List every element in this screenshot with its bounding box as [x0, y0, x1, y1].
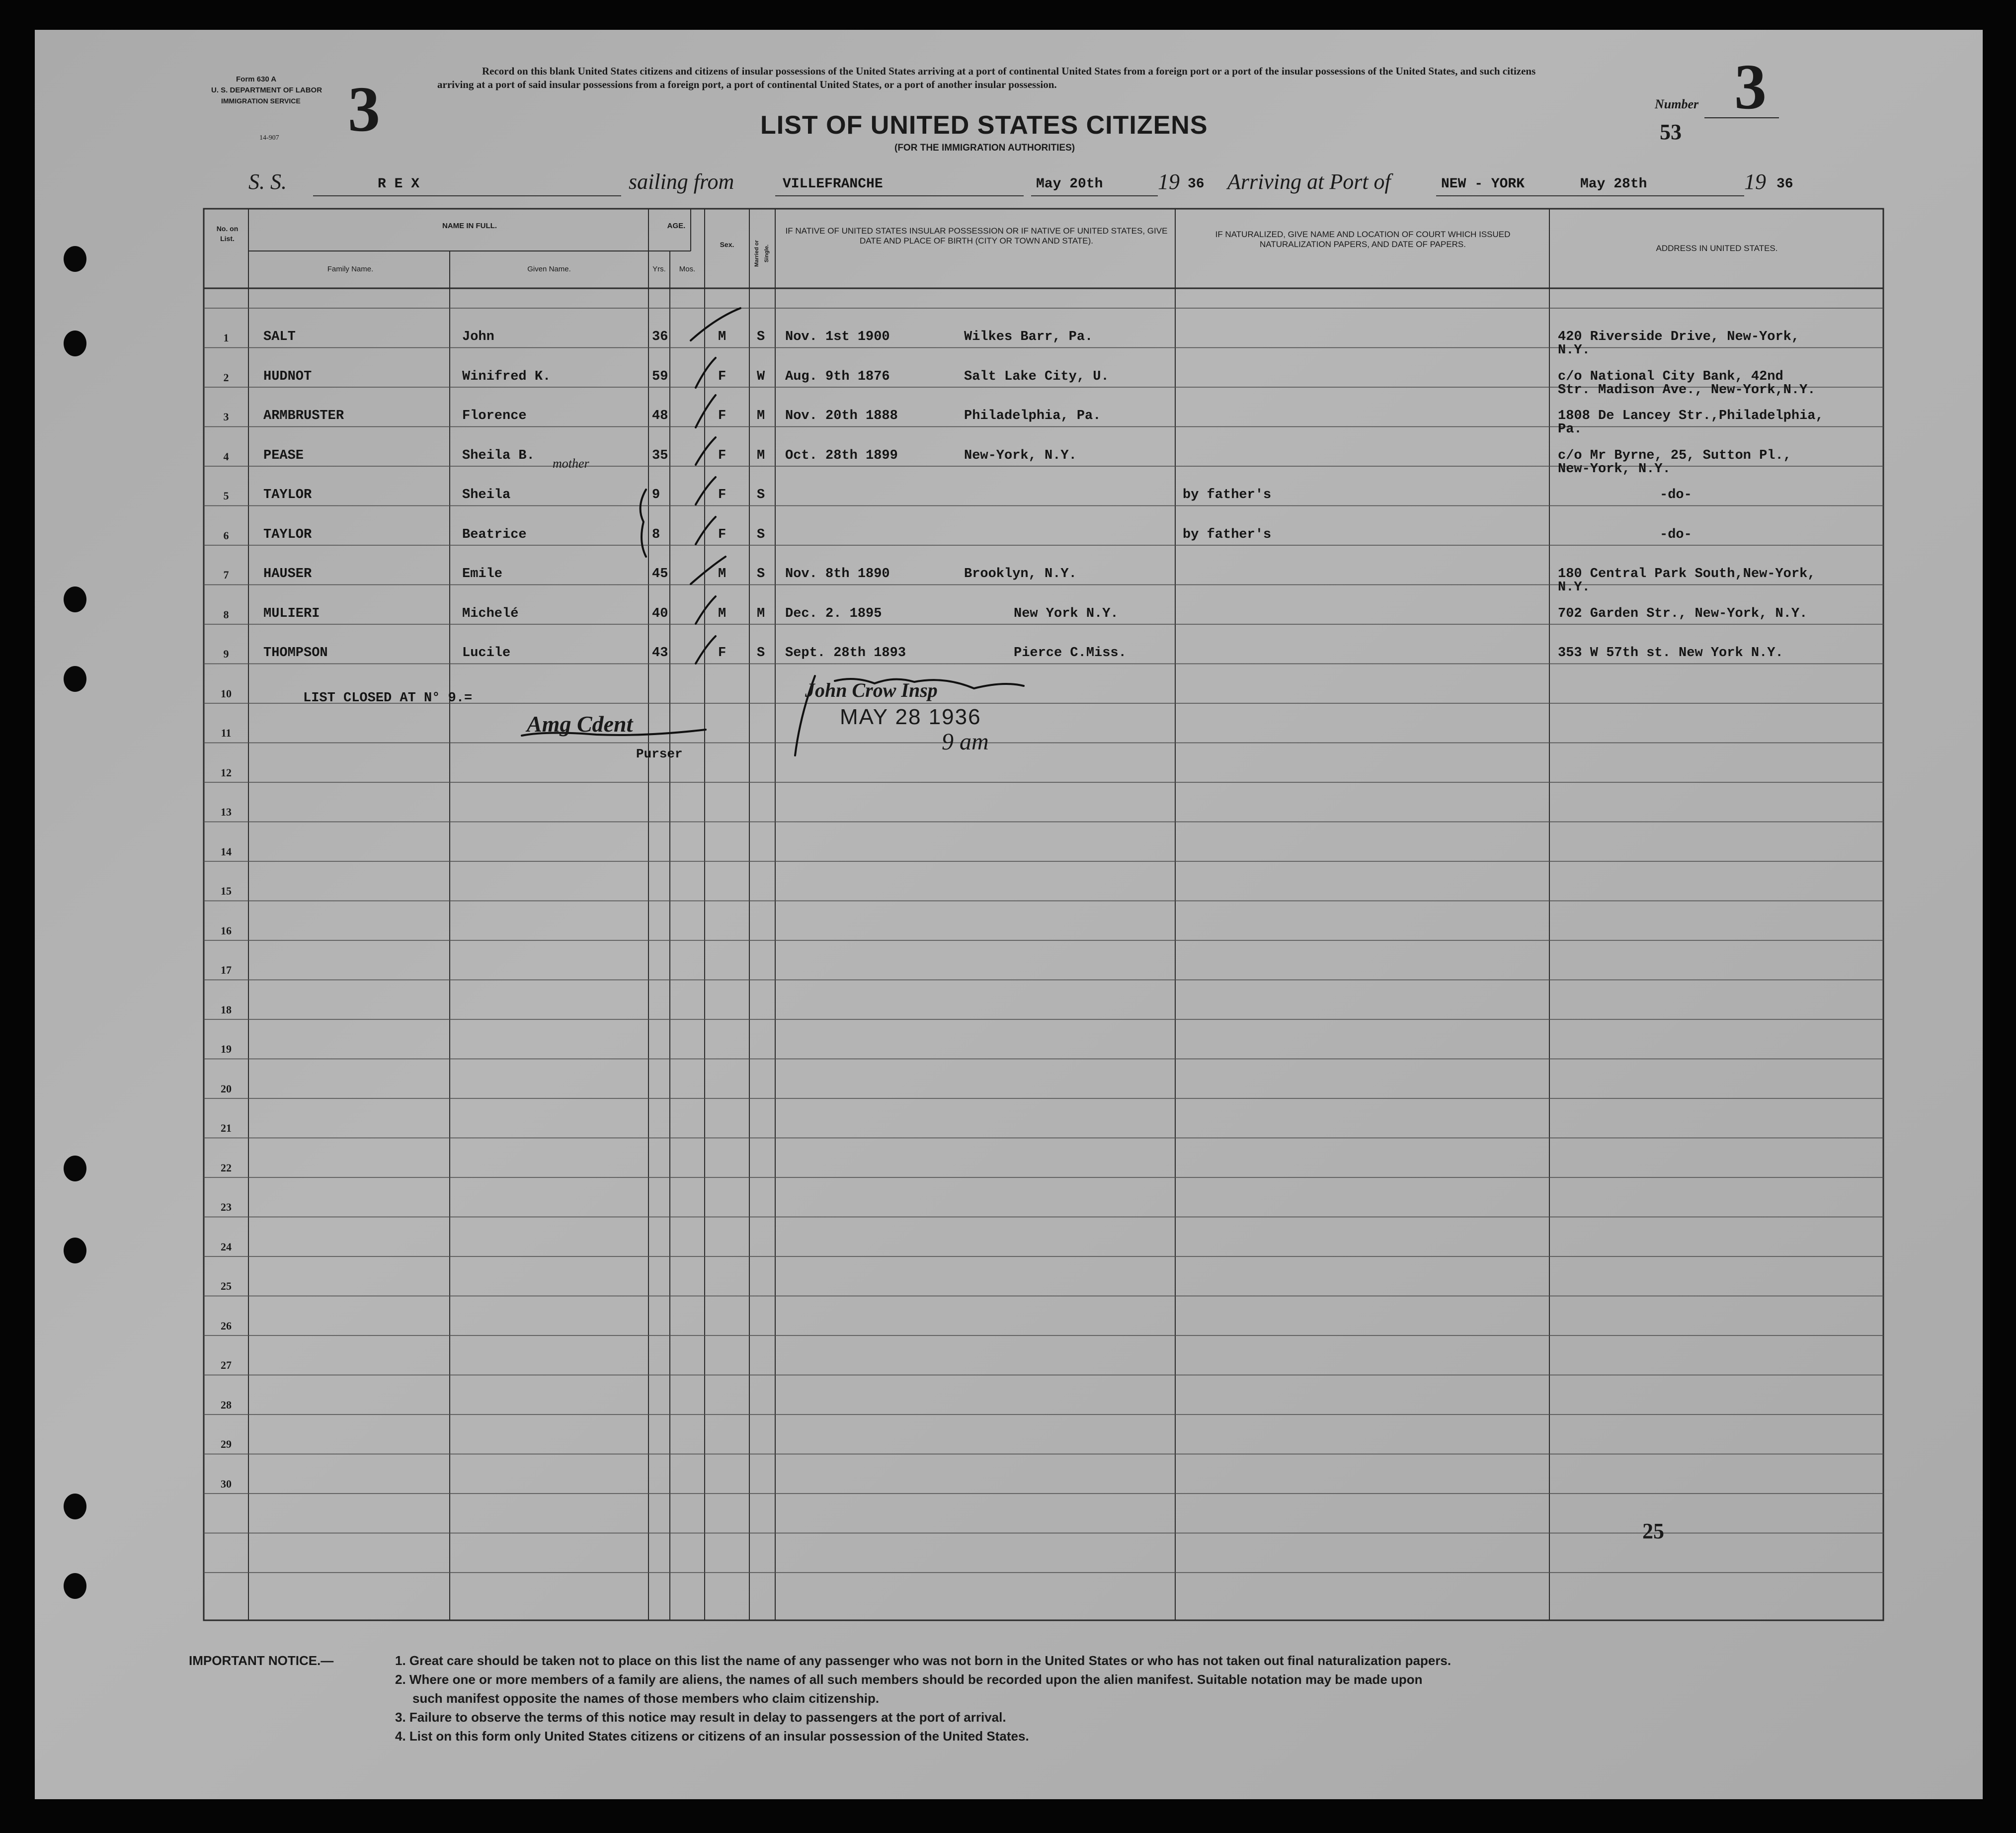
- row-number: 23: [221, 1201, 232, 1213]
- department-label: U. S. DEPARTMENT OF LABOR: [211, 86, 323, 94]
- sex: F: [718, 488, 726, 502]
- marital-status: S: [757, 646, 765, 661]
- ss-label: S. S.: [248, 169, 287, 194]
- col-header-family-name: Family Name.: [327, 265, 374, 273]
- notice-label: IMPORTANT NOTICE.—: [189, 1653, 334, 1668]
- birth-place: New York N.Y.: [1014, 606, 1119, 621]
- arrival-date: May 28th: [1580, 176, 1647, 192]
- birth-date: Nov. 20th 1888: [785, 409, 898, 423]
- age: 43: [652, 646, 668, 661]
- given-name: Lucile: [462, 646, 511, 661]
- notice-item-4: 4. List on this form only United States citizens or citizens of an insular possession of the United States.: [395, 1729, 1029, 1744]
- row-number: 22: [221, 1161, 232, 1174]
- col-header-yrs: Yrs.: [652, 265, 666, 273]
- row-number: 11: [221, 727, 232, 739]
- marital-status: S: [757, 527, 765, 542]
- col-header-age: AGE.: [667, 222, 686, 230]
- address-line-1: 353 W 57th st. New York N.Y.: [1558, 646, 1783, 661]
- naturalization: by father's: [1183, 488, 1272, 502]
- row-number: 18: [221, 1003, 232, 1016]
- given-name: Sheila B.: [462, 448, 535, 463]
- address-line-2: N.Y.: [1558, 580, 1590, 595]
- naturalization: by father's: [1183, 527, 1272, 542]
- departure-port: VILLEFRANCHE: [783, 176, 883, 192]
- age: 8: [652, 527, 660, 542]
- col-header-given-name: Given Name.: [527, 265, 571, 273]
- purser-label: Purser: [636, 747, 683, 761]
- notice-item-3: 3. Failure to observe the terms of this notice may result in delay to passengers at the port of arrival.: [395, 1710, 1006, 1725]
- address-line-1: 180 Central Park South,New-York,: [1558, 567, 1816, 582]
- family-name: MULIERI: [263, 606, 320, 621]
- row-number: 6: [223, 529, 229, 542]
- marital-status: S: [757, 567, 765, 582]
- family-name: SALT: [263, 330, 296, 344]
- row-number: 1: [223, 332, 229, 344]
- purser-signature: Amg Cdent: [527, 711, 633, 737]
- row-number: 30: [221, 1477, 232, 1490]
- address-line-1: c/o Mr Byrne, 25, Sutton Pl.,: [1558, 448, 1791, 463]
- form-instruction: Record on this blank United States citizens and citizens of insular possessions of the United States arriving at a port of continental United States from a foreign port or a port of the insular possessions of the United States, and such citizens arriving at a port of said insular possessions from a foreign port, a port of continental United States, or a port of another insular possession.: [437, 65, 1536, 90]
- birth-place: Salt Lake City, U.: [964, 369, 1109, 384]
- row-number: 14: [221, 845, 232, 858]
- col-header-name: NAME IN FULL.: [442, 222, 497, 230]
- row-number: 15: [221, 885, 232, 897]
- col-header-no: No. on List.: [216, 225, 239, 243]
- sex: M: [718, 330, 726, 344]
- age: 36: [652, 330, 668, 344]
- family-name: ARMBRUSTER: [263, 409, 344, 423]
- sex: F: [718, 448, 726, 463]
- row-number: 21: [221, 1122, 232, 1134]
- form-number: Form 630 A: [236, 75, 277, 83]
- row-number: 25: [221, 1280, 232, 1292]
- marital-status: S: [757, 330, 765, 344]
- address-line-2: Pa.: [1558, 422, 1582, 437]
- address-line-1: -do-: [1660, 527, 1692, 542]
- sex: F: [718, 527, 726, 542]
- birth-date: Oct. 28th 1899: [785, 448, 898, 463]
- birth-date: Nov. 8th 1890: [785, 567, 890, 582]
- document-title: LIST OF UNITED STATES CITIZENS: [760, 111, 1208, 140]
- row-number: 28: [221, 1398, 232, 1411]
- address-line-1: -do-: [1660, 488, 1692, 502]
- given-name: Sheila: [462, 488, 511, 502]
- given-name: John: [462, 330, 494, 344]
- col-header-married: Married or Single.: [754, 240, 770, 267]
- age: 35: [652, 448, 668, 463]
- row-number: 12: [221, 766, 232, 779]
- family-name: TAYLOR: [263, 527, 312, 542]
- row-number: 4: [223, 450, 229, 463]
- col-header-mos: Mos.: [679, 265, 696, 273]
- row-number: 3: [223, 411, 229, 423]
- col-header-native: IF NATIVE OF UNITED STATES INSULAR POSSESSION OR IF NATIVE OF UNITED STATES, GIVE DATE AND PLACE OF BIRTH (CITY OR TOWN AND STATE).: [785, 226, 1168, 246]
- row-number: 20: [221, 1082, 232, 1095]
- given-name: Winifred K.: [462, 369, 551, 384]
- sheet-mark: 3: [348, 74, 380, 145]
- given-name: Beatrice: [462, 527, 527, 542]
- number-value: 3: [1734, 51, 1767, 123]
- address-line-2: N.Y.: [1558, 343, 1590, 358]
- arrival-port: NEW - YORK: [1441, 176, 1525, 192]
- page-reference: 53: [1660, 120, 1682, 144]
- row-number: 24: [221, 1240, 232, 1253]
- family-name: TAYLOR: [263, 488, 312, 502]
- address-line-2: Str. Madison Ave., New-York,N.Y.: [1558, 382, 1816, 398]
- year-prefix-2: 19: [1744, 169, 1766, 194]
- row-number: 17: [221, 964, 232, 976]
- row-number: 9: [223, 648, 229, 660]
- arrival-stamp: MAY 28 1936: [840, 705, 981, 729]
- row-number: 5: [223, 490, 229, 502]
- marital-status: M: [757, 448, 765, 463]
- birth-date: Nov. 1st 1900: [785, 330, 890, 344]
- row-number: 16: [221, 924, 232, 937]
- number-label: Number: [1655, 97, 1699, 111]
- given-name: Florence: [462, 409, 527, 423]
- age: 40: [652, 606, 668, 621]
- stamp-time: 9 am: [942, 729, 989, 755]
- row-number: 10: [221, 687, 232, 700]
- sex: M: [718, 567, 726, 582]
- row-number: 7: [223, 569, 229, 581]
- family-name: THOMPSON: [263, 646, 328, 661]
- birth-place: Pierce C.Miss.: [1014, 646, 1127, 661]
- birth-date: Sept. 28th 1893: [785, 646, 906, 661]
- family-name: PEASE: [263, 448, 304, 463]
- inspector-signature: John Crow Insp: [805, 679, 938, 701]
- sex: F: [718, 646, 726, 661]
- sailing-date: May 20th: [1036, 176, 1103, 192]
- list-closed-note: LIST CLOSED AT N° 9.=: [303, 691, 473, 706]
- row-number: 27: [221, 1359, 232, 1371]
- family-name: HUDNOT: [263, 369, 312, 384]
- row-number: 2: [223, 371, 229, 384]
- sailing-label: sailing from: [629, 169, 734, 194]
- mother-note: mother: [553, 456, 589, 471]
- sailing-year: 36: [1188, 176, 1205, 192]
- birth-place: New-York, N.Y.: [964, 448, 1077, 463]
- address-line-1: 702 Garden Str., New-York, N.Y.: [1558, 606, 1808, 621]
- year-prefix-1: 19: [1158, 169, 1180, 194]
- age: 48: [652, 409, 668, 423]
- address-line-1: 420 Riverside Drive, New-York,: [1558, 330, 1800, 344]
- row-number: 29: [221, 1438, 232, 1450]
- sex: M: [718, 606, 726, 621]
- row-number: 26: [221, 1319, 232, 1332]
- col-header-sex: Sex.: [720, 241, 734, 249]
- birth-place: Brooklyn, N.Y.: [964, 567, 1077, 582]
- marital-status: M: [757, 409, 765, 423]
- row-number: 8: [223, 608, 229, 621]
- notice-item-2-cont: such manifest opposite the names of those members who claim citizenship.: [412, 1691, 880, 1706]
- col-header-naturalized: IF NATURALIZED, GIVE NAME AND LOCATION OF COURT WHICH ISSUED NATURALIZATION PAPERS, AND DATE OF PAPERS.: [1215, 230, 1511, 249]
- arrival-year: 36: [1776, 176, 1793, 192]
- age: 45: [652, 567, 668, 582]
- age: 9: [652, 488, 660, 502]
- col-header-address: ADDRESS IN UNITED STATES.: [1656, 244, 1778, 253]
- given-name: Michelé: [462, 606, 519, 621]
- row-number: 19: [221, 1043, 232, 1055]
- service-label: IMMIGRATION SERVICE: [221, 97, 301, 105]
- document-subtitle: (FOR THE IMMIGRATION AUTHORITIES): [894, 143, 1075, 153]
- birth-date: Dec. 2. 1895: [785, 606, 882, 621]
- address-line-1: 1808 De Lancey Str.,Philadelphia,: [1558, 409, 1824, 423]
- sex: F: [718, 409, 726, 423]
- birth-date: Aug. 9th 1876: [785, 369, 890, 384]
- address-line-1: c/o National City Bank, 42nd: [1558, 369, 1783, 384]
- birth-place: Wilkes Barr, Pa.: [964, 330, 1093, 344]
- form-code: 14-907: [259, 134, 279, 142]
- notice-item-1: 1. Great care should be taken not to place on this list the name of any passenger who was not born in the United States or who has not taken out final naturalization papers.: [395, 1653, 1452, 1668]
- marital-status: M: [757, 606, 765, 621]
- bottom-page-number: 25: [1642, 1519, 1664, 1543]
- row-number: 13: [221, 806, 232, 818]
- ship-name: R E X: [378, 176, 420, 192]
- address-line-2: New-York, N.Y.: [1558, 461, 1671, 477]
- marital-status: W: [757, 369, 765, 384]
- arriving-label: Arriving at Port of: [1227, 169, 1391, 194]
- notice-item-2: 2. Where one or more members of a family are aliens, the names of all such members should be recorded upon the alien manifest. Suitable notation may be made upon: [395, 1672, 1423, 1687]
- sex: F: [718, 369, 726, 384]
- birth-place: Philadelphia, Pa.: [964, 409, 1101, 423]
- marital-status: S: [757, 488, 765, 502]
- family-name: HAUSER: [263, 567, 312, 582]
- given-name: Emile: [462, 567, 503, 582]
- age: 59: [652, 369, 668, 384]
